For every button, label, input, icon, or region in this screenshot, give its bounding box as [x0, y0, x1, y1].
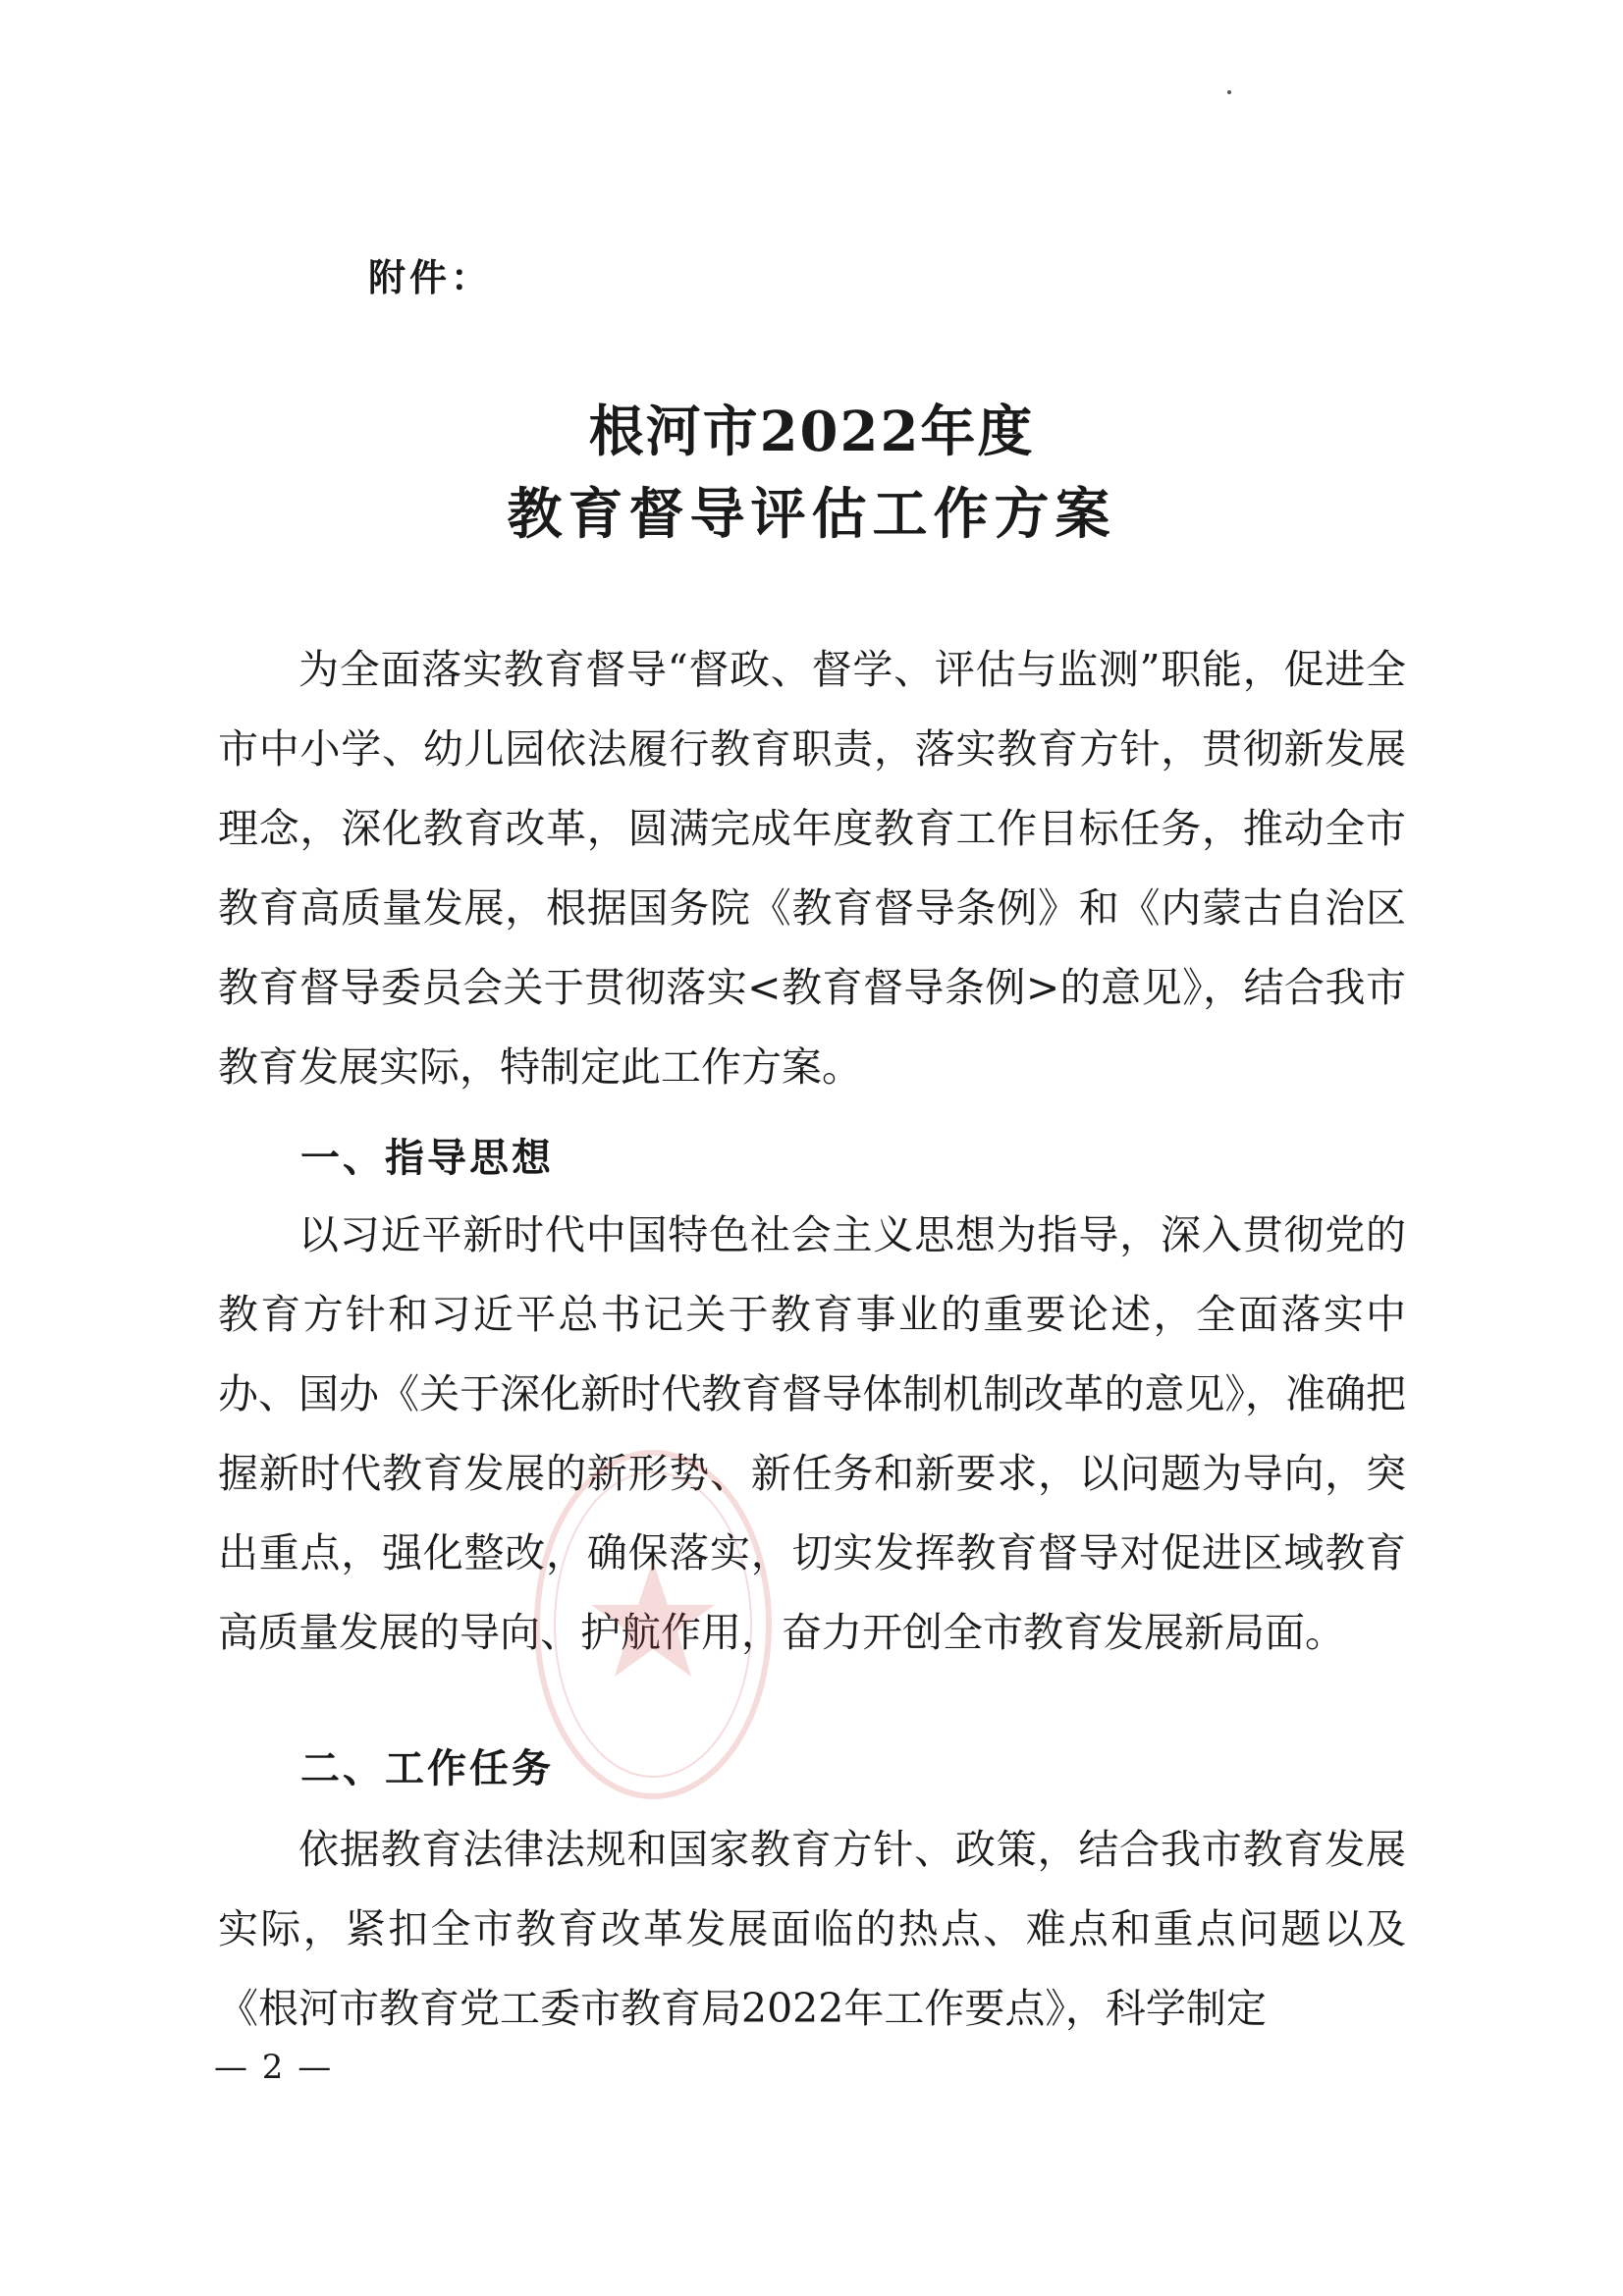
section-1-body-block — [218, 1196, 1406, 1673]
section-1-paragraph: 以习近平新时代中国特色社会主义思想为指导，深入贯彻党的教育方针和习近平总书记关于教育事业的重要论述，全面落实中办、国办《关于深化新时代教育督导体制机制改革的意见》，准确把握新时代教育发展的新形势、新任务和新要求，以问题为导向，突出重点，强化整改，确保落实，切实发挥教育督导对促进区域教育高质量发展的导向、护航作用，奋力开创全市教育发展新局面。 — [218, 1211, 1406, 1656]
intro-paragraph-block — [218, 630, 1406, 1107]
section-2-paragraph: 依据教育法律法规和国家教育方针、政策，结合我市教育发展实际，紧扣全市教育改革发展面临的热点、难点和重点问题以及《根河市教育党工委市教育局2022年工作要点》，科学制定 — [218, 1826, 1406, 2032]
page-number: — 2 — — [214, 2048, 334, 2087]
scan-speck — [1227, 90, 1231, 94]
intro-paragraph: 为全面落实教育督导“督政、督学、评估与监测”职能，促进全市中小学、幼儿园依法履行教育职责，落实教育方针，贯彻新发展理念，深化教育改革，圆满完成年度教育工作目标任务，推动全市教育高质量发展，根据国务院《教育督导条例》和《内蒙古自治区教育督导委员会关于贯彻落实<教育督导条例>的意见》，结合我市教育发展实际，特制定此工作方案。 — [218, 646, 1406, 1091]
section-2-heading: 二、工作任务 — [300, 1746, 554, 1791]
section-2-body-block — [218, 1810, 1406, 2049]
faded-seal-stamp — [530, 1443, 776, 1806]
attachment-label: 附件： — [368, 256, 493, 299]
section-1-heading: 一、指导思想 — [300, 1136, 554, 1181]
document-title-line-2: 教育督导评估工作方案 — [507, 482, 1116, 547]
document-title-line-1: 根河市2022年度 — [588, 400, 1035, 464]
